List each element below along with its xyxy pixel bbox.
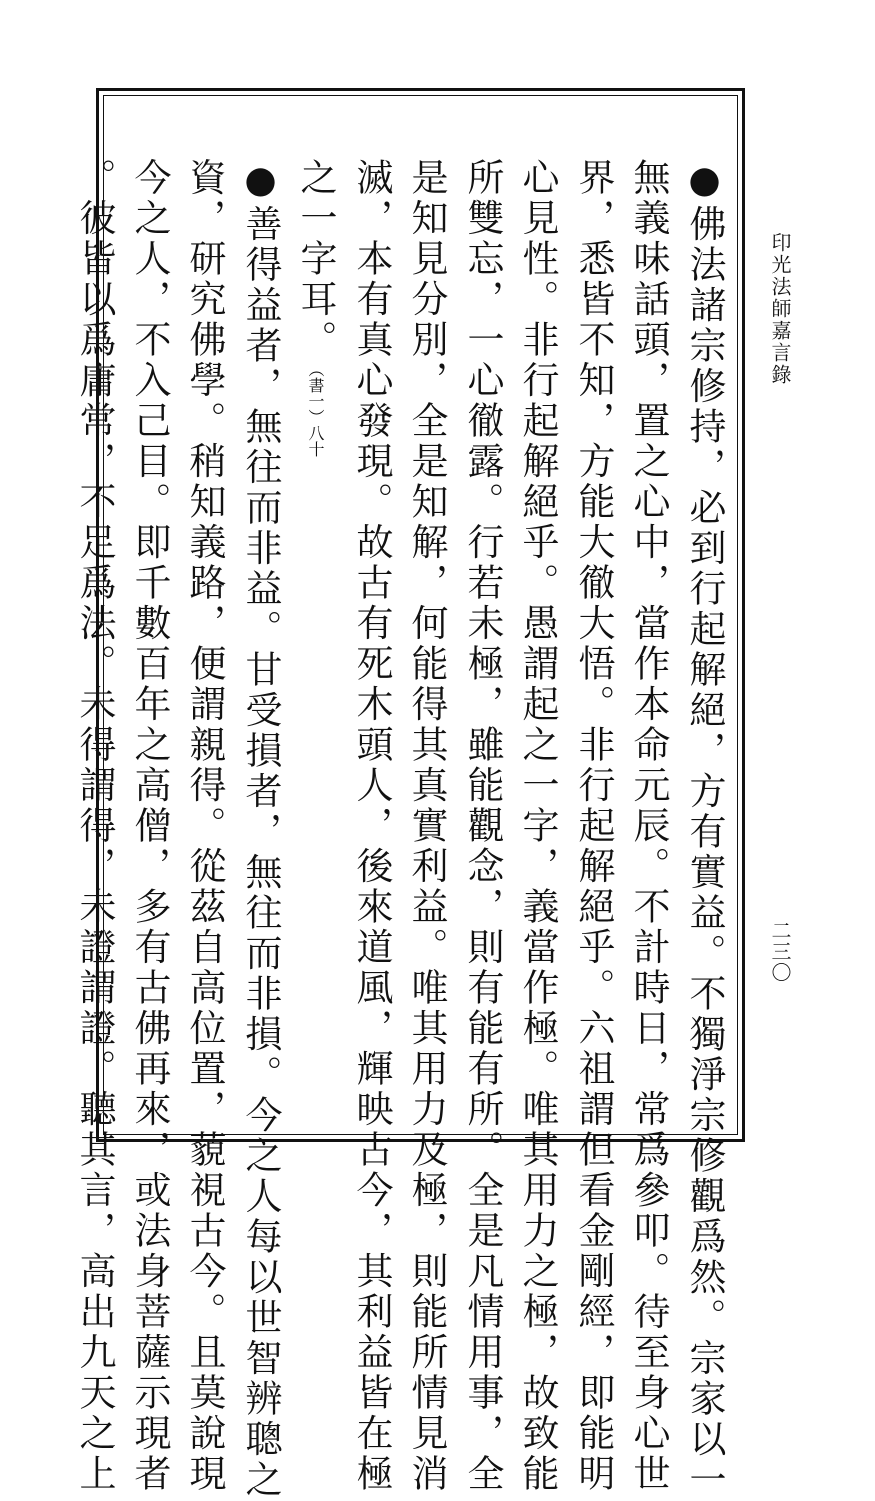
text-column-2: 無義味話頭，置之心中，當作本命元辰。不計時日，常爲參叩。待至身心世 — [627, 158, 670, 1495]
text-column-8 — [288, 158, 342, 457]
text-column-7: 滅，本有真心發現。故古有死木頭人，後來道風，輝映古今，其利益皆在極 — [350, 158, 393, 1495]
source-note: （書一）八十 — [306, 360, 325, 457]
column-8-text: 之一字耳。 — [294, 158, 337, 361]
book-title: 印光法師嘉言錄 — [768, 232, 792, 386]
text-column-12: 。彼皆以爲庸常，不足爲法。未得謂得，未證謂證。聽其言，高出九天之上 — [73, 158, 116, 1495]
text-column-11: 今之人，不入己目。即千數百年之高僧，多有古佛再來，或法身菩薩示現者 — [128, 158, 171, 1495]
text-column-10: 資，研究佛學。稍知義路，便謂親得。從茲自高位置，藐視古今。且莫說現 — [183, 158, 226, 1495]
text-column-1: ●佛法諸宗修持，必到行起解絕，方有實益。不獨淨宗修觀爲然。宗家以一 — [683, 158, 726, 1501]
text-column-4: 心見性。非行起解絕乎。愚謂起之一字，義當作極。唯其用力之極，故致能 — [516, 158, 559, 1495]
text-column-3: 界，悉皆不知，方能大徹大悟。非行起解絕乎。六祖謂但看金剛經，即能明 — [572, 158, 615, 1495]
text-column-6: 是知見分別，全是知解，何能得其真實利益。唯其用力及極，則能所情見消 — [405, 158, 448, 1495]
text-column-5: 所雙忘，一心徹露。行若未極，雖能觀念，則有能有所。全是凡情用事，全 — [461, 158, 504, 1495]
text-column-9: ●善得益者，無往而非益。甘受損者，無往而非損。今之人每以世智辨聰之 — [239, 158, 282, 1501]
page-number: 二三〇 — [768, 920, 792, 983]
